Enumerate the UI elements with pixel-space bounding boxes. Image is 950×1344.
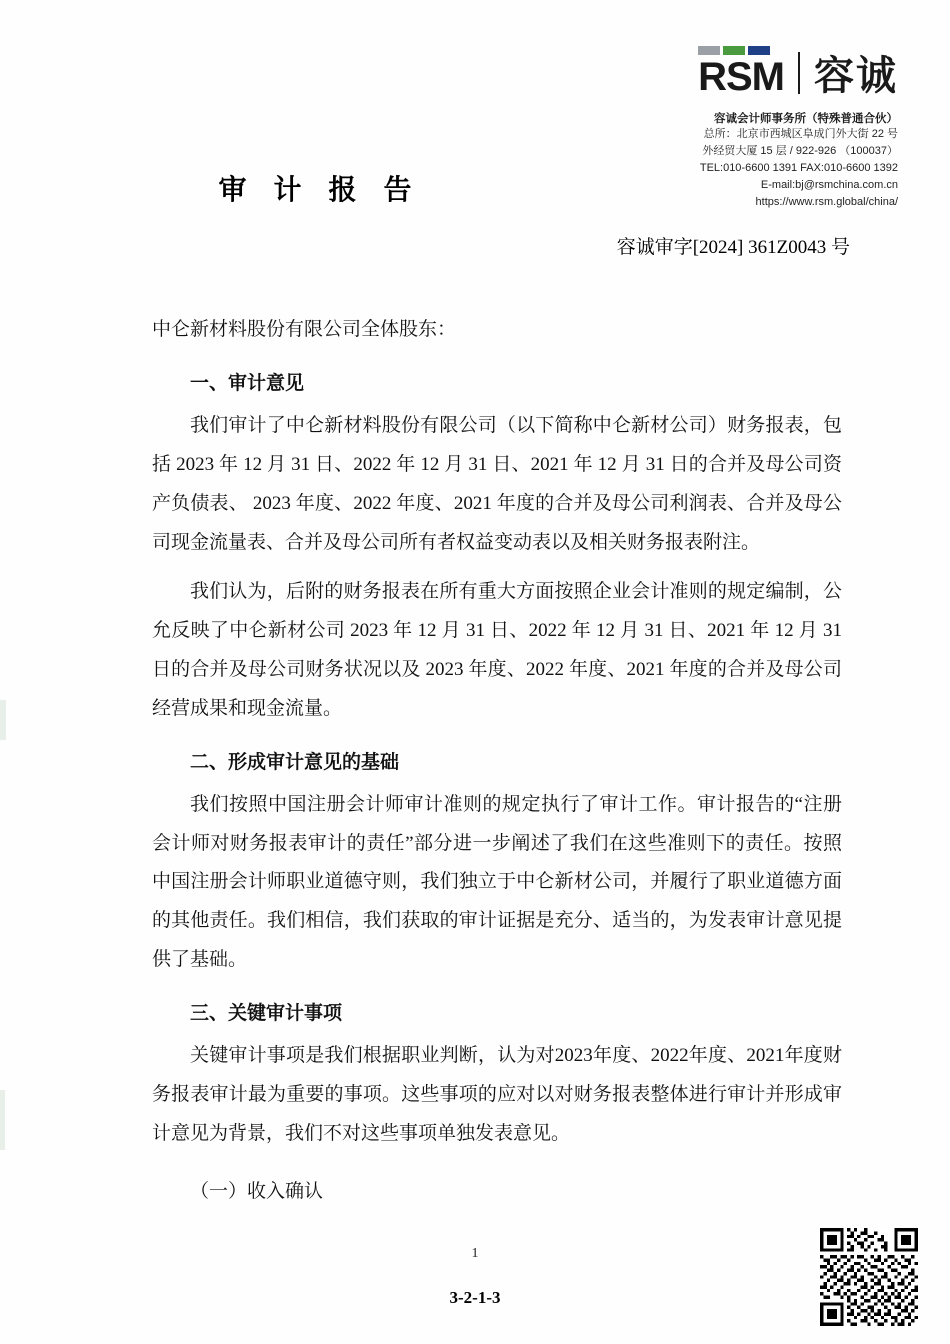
letterhead — [598, 46, 898, 211]
paragraph-3-1: 关键审计事项是我们根据职业判断，认为对2023年度、2022年度、2021年度财务报表审计最为重要的事项。这些事项的应对以对财务报表整体进行审计并形成审计意见为背景，我们不对这些事项单独发表意见。 — [152, 1045, 842, 1145]
rsm-wordmark: RSM — [698, 55, 784, 99]
page-number: 1 — [471, 1246, 479, 1261]
section-heading-2: 二、形成审计意见的基础 — [190, 751, 400, 773]
firm-name: 容诚会计师事务所（特殊普通合伙） — [714, 113, 898, 125]
page-title: 审 计 报 告 — [218, 175, 422, 206]
website-line: https://www.rsm.global/china/ — [755, 196, 898, 209]
scan-artifact — [0, 1090, 5, 1150]
paragraph-1-2: 我们认为，后附的财务报表在所有重大方面按照企业会计准则的规定编制，公允反映了中仑新材公司 2023 年 12 月 31 日、2022 年 12 月 31 日、2021 年 12 月 31 日的合并及母公司财务状况以及 2023 年度、2022 年度、2021 年度的合并及母公司经营成果和现金流量。 — [152, 580, 842, 719]
section-heading-1: 一、审计意见 — [190, 373, 305, 395]
addressee: 中仑新材料股份有限公司全体股东： — [152, 319, 457, 340]
scan-artifact — [0, 700, 6, 740]
document-footer-code: 3-2-1-3 — [449, 1288, 501, 1307]
qr-code-icon — [820, 1228, 918, 1326]
logo-bars-icon — [698, 46, 770, 55]
telephone-line: TEL:010-6600 1391 FAX:010-6600 1392 — [699, 162, 898, 175]
paragraph-2-1: 我们按照中国注册会计师审计准则的规定执行了审计工作。审计报告的“注册会计师对财务报表审计的责任”部分进一步阐述了我们在这些准则下的责任。按照中国注册会计师职业道德守则，我们独立于中仑新材公司，并履行了职业道德方面的其他责任。我们相信，我们获取的审计证据是充分、适当的，为发表审计意见提供了基础。 — [152, 793, 842, 971]
address-line-1: 总所：北京市西城区阜成门外大街 22 号 — [703, 128, 898, 140]
subsection-heading-3-1: （一）收入确认 — [190, 1181, 324, 1203]
document-body — [152, 312, 842, 1203]
logo-divider — [798, 52, 800, 94]
section-heading-3: 三、关键审计事项 — [190, 1003, 343, 1025]
report-number: 容诚审字[2024] 361Z0043 号 — [616, 237, 850, 258]
paragraph-1-1: 我们审计了中仑新材料股份有限公司（以下简称中仑新材公司）财务报表，包括 2023 年 12 月 31 日、2022 年 12 月 31 日、2021 年 12 月 31 日的合并及母公司资产负债表、 2023 年度、2022 年度、2021 年度的合并及母公司利润表、合并及母公司现金流量表、合并及母公司所有者权益变动表以及相关财务报表附注。 — [152, 415, 842, 553]
address-line-2: 外经贸大厦 15 层 / 922-926 （100037） — [702, 145, 898, 158]
email-line: E-mail:bj@rsmchina.com.cn — [760, 179, 898, 192]
rsm-chinese-wordmark: 容诚 — [814, 53, 898, 98]
firm-logo — [598, 46, 898, 99]
rsm-logo-mark — [698, 46, 784, 99]
